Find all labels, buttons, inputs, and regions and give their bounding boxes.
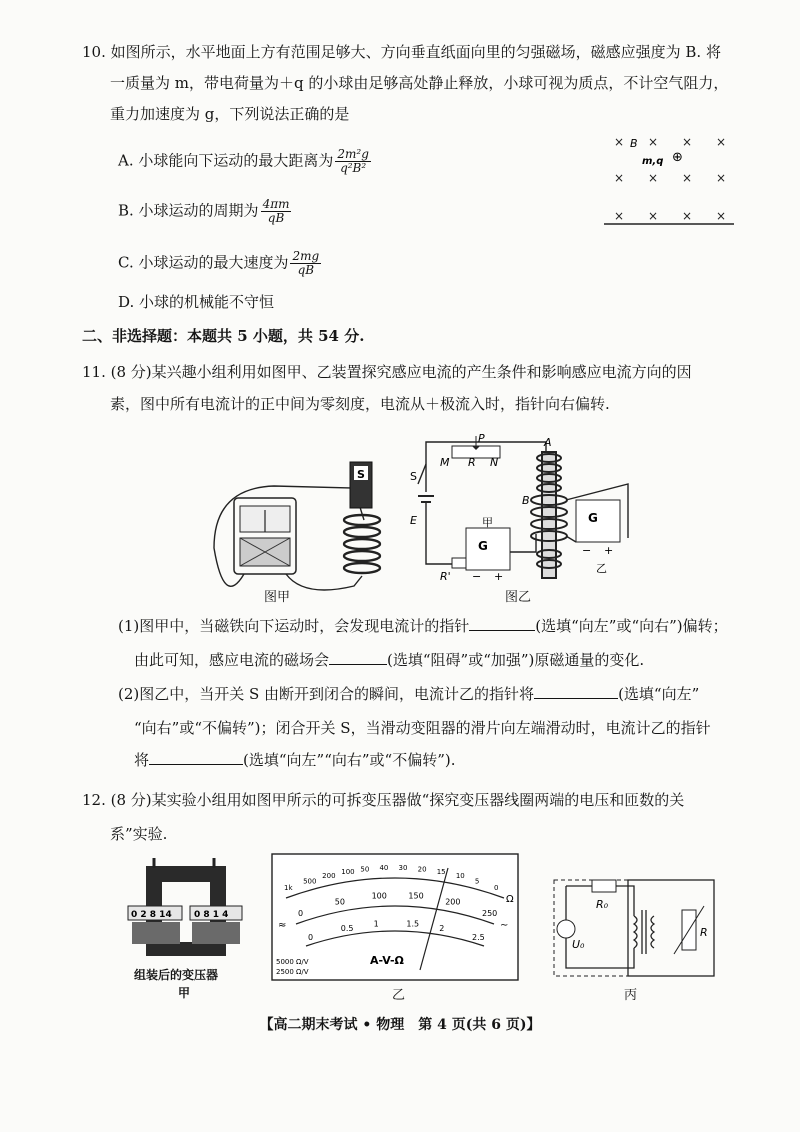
q12-fig-jia-caption1: 组装后的变压器 [134, 968, 219, 982]
ohm-tick-label: 200 [322, 872, 336, 881]
q10-option-a-fraction [335, 148, 371, 175]
magnet-s-label: S [357, 468, 365, 481]
section2-title: 二、非选择题：本题共 5 小题，共 54 分. [82, 327, 365, 345]
solenoid-coil [344, 515, 380, 573]
q10-option-c-num: 2mg [292, 249, 320, 263]
label-s: S [410, 470, 417, 483]
coil-left [132, 922, 180, 944]
core-bottom [146, 942, 226, 956]
label-a: A [544, 436, 552, 449]
label-g-yi: G [588, 511, 598, 525]
q12-fig-jia-caption2: 甲 [178, 986, 191, 1000]
answer-blank-4[interactable] [149, 750, 243, 765]
field-cross: × [614, 171, 625, 185]
wire-loop [286, 574, 362, 590]
label-u0: U₀ [572, 938, 585, 951]
q11-part2-line3 [134, 750, 456, 770]
q10-stem-line1: 10. 如图所示，水平地面上方有范围足够大、方向垂直纸面向里的匀强磁场，磁感应强度为 B. 将 [82, 43, 721, 61]
ohm-tick-label: 15 [436, 868, 446, 877]
q11-stem-line1: 11. (8 分)某兴趣小组利用如图甲、乙装置探究感应电流的产生条件和影响感应电流方向的因 [82, 363, 692, 381]
galvanometer-jia [466, 528, 510, 570]
coil-a [537, 452, 561, 578]
ohm-tick-label: 5 [474, 877, 480, 886]
fig-bing-circuit [548, 876, 718, 980]
label-plus-yi: + [604, 544, 614, 557]
q10-option-b-num: 4πm [262, 197, 290, 211]
q11-stem-line2: 素，图中所有电流计的正中间为零刻度，电流从＋极流入时，指针向右偏转. [110, 395, 610, 413]
galvanometer-yi [576, 500, 620, 542]
low-tick-label: 2 [439, 924, 445, 934]
q11-part1-text-b: (选填“向左”或“向右”)偏转； [535, 617, 728, 635]
wire-loop [214, 486, 364, 586]
fig-jia-induction [214, 458, 404, 608]
q10-option-b-den: qB [267, 211, 285, 225]
q10-option-b-fraction [261, 198, 292, 225]
resistor-r0 [592, 880, 616, 892]
q10-stem-line2: 一质量为 m，带电荷量为＋q 的小球由足够高处静止释放，小球可视为质点，不计空气阻力， [110, 74, 729, 92]
fig-yi-caption: 图乙 [505, 590, 532, 605]
field-cross: × [716, 209, 727, 223]
wire [426, 502, 452, 564]
fig-jia-caption: 图甲 [264, 590, 291, 605]
q11-part1-text-c: 由此可知，感应电流的磁场会 [134, 651, 330, 669]
q10-option-a-text: A. 小球能向下运动的最大距离为 [118, 151, 334, 170]
q10-option-a-den: q²B² [340, 161, 367, 175]
coil-left-text: 0 2 8 14 [131, 910, 172, 920]
answer-blank-3[interactable] [534, 684, 618, 699]
q11-part2-text-e: (选填“向左”“向右”或“不偏转”). [243, 751, 456, 769]
label-r0: R₀ [596, 898, 609, 911]
ohm-tick-label: 0 [494, 884, 499, 892]
charge-symbol: ⊕ [672, 150, 683, 165]
source-u0 [557, 920, 575, 938]
q10-option-d: D. 小球的机械能不守恒 [118, 293, 275, 311]
fig-yi-circuit [406, 434, 636, 584]
q11-part2-text-a: (2)图乙中，当开关 S 由断开到闭合的瞬间，电流计乙的指针将 [118, 685, 535, 703]
v-tick-label: 250 [482, 909, 498, 918]
wire [566, 536, 576, 542]
meter-ac-label: ≈ [278, 920, 287, 931]
meter-note2: 2500 Ω/V [276, 968, 309, 976]
q11-part1-line2 [134, 650, 644, 670]
label-g-jia: G [478, 539, 488, 553]
field-cross: × [648, 135, 659, 149]
label-r-prime: R' [440, 570, 451, 583]
ohm-tick-label: 10 [455, 872, 465, 881]
q11-part1-line1 [118, 616, 728, 636]
q11-part2-line2: “向右”或“不偏转”)；闭合开关 S，当滑动变阻器的滑片向左端滑动时，电流计乙的指针 [134, 719, 711, 737]
field-cross: × [716, 171, 727, 185]
field-cross: × [648, 171, 659, 185]
field-cross: × [716, 135, 727, 149]
q10-option-c-fraction [290, 250, 321, 277]
q12-stem-line2: 系”实验. [110, 825, 168, 843]
v-tick-label: 50 [334, 897, 345, 907]
v-tick-label: 150 [408, 891, 424, 901]
q10-option-c-den: qB [297, 263, 315, 277]
v-tick-label: 100 [371, 891, 387, 901]
meter-model: A-V-Ω [370, 954, 404, 967]
label-b: B [522, 494, 530, 507]
ohm-tick-label: 100 [341, 868, 355, 877]
charge-label: m,q [642, 156, 664, 167]
field-cross: × [614, 135, 625, 149]
field-cross: × [682, 209, 693, 223]
field-b-label: B [630, 137, 638, 150]
field-cross: × [614, 209, 625, 223]
ohm-tick-label: 1k [284, 884, 293, 892]
meter-note1: 5000 Ω/V [276, 958, 309, 966]
ohm-tick-label: 20 [417, 865, 427, 874]
q10-stem-line3: 重力加速度为 g，下列说法正确的是 [110, 105, 350, 123]
q12-fig-bing-caption: 丙 [624, 988, 638, 1003]
answer-blank-2[interactable] [329, 650, 387, 665]
ohm-tick-label: 30 [398, 864, 408, 873]
q10-option-c-text: C. 小球运动的最大速度为 [118, 253, 289, 272]
page-footer: 【高二期末考试 • 物理 第 4 页(共 6 页)】 [259, 1017, 541, 1033]
fig-yi-meter [272, 854, 518, 980]
q12-stem-line1: 12. (8 分)某实验小组用如图甲所示的可拆变压器做“探究变压器线圈两端的电压和匝数的关 [82, 791, 685, 809]
q10-option-b-text: B. 小球运动的周期为 [118, 201, 259, 220]
coil-right [192, 922, 240, 944]
q10-option-b [118, 198, 291, 225]
q12-fig-yi-caption: 乙 [392, 988, 406, 1003]
label-minus-jia: − [472, 570, 482, 583]
q10-field-figure [602, 130, 742, 230]
low-tick-label: 0 [308, 933, 314, 942]
meter-dc-label: ∼ [500, 920, 509, 931]
q10-option-c [118, 250, 321, 277]
switch-s [418, 464, 426, 484]
q11-part2-text-b: (选填“向左” [618, 685, 700, 703]
q10-option-a [118, 148, 371, 175]
primary-coil [634, 916, 637, 948]
field-cross: × [682, 171, 693, 185]
ohm-tick-label: 40 [379, 864, 389, 873]
label-n: N [490, 456, 499, 469]
label-r: R [468, 456, 476, 469]
label-p: P [478, 432, 485, 445]
low-tick-label: 2.5 [472, 933, 485, 942]
v-tick-label: 0 [298, 909, 304, 918]
answer-blank-1[interactable] [469, 616, 535, 631]
secondary-coil [651, 916, 654, 948]
q10-option-a-num: 2m²g [337, 147, 369, 161]
q11-part2-text-d: 将 [134, 751, 150, 769]
meter-omega: Ω [506, 894, 514, 905]
label-plus-jia: + [494, 570, 504, 583]
q11-part1-text-a: (1)图甲中，当磁铁向下运动时，会发现电流计的指针 [118, 617, 470, 635]
field-cross: × [682, 135, 693, 149]
low-tick-label: 1.5 [406, 919, 420, 929]
q11-part1-text-d: (选填“阻碍”或“加强”)原磁通量的变化. [387, 651, 645, 669]
label-e: E [410, 514, 417, 527]
fig-jia-transformer [124, 856, 244, 966]
label-minus-yi: − [582, 544, 592, 557]
label-yi: 乙 [596, 562, 607, 575]
label-r: R [700, 926, 708, 939]
label-jia: 甲 [482, 516, 493, 529]
label-m: M [440, 456, 450, 469]
q11-part2-line1 [118, 684, 699, 704]
low-tick-label: 1 [373, 919, 379, 929]
field-cross: × [648, 209, 659, 223]
low-tick-label: 0.5 [340, 924, 354, 934]
ohm-tick-label: 500 [303, 877, 317, 886]
ohm-tick-label: 50 [360, 865, 370, 874]
v-tick-label: 200 [445, 897, 461, 907]
coil-right-text: 0 8 1 4 [194, 910, 229, 920]
